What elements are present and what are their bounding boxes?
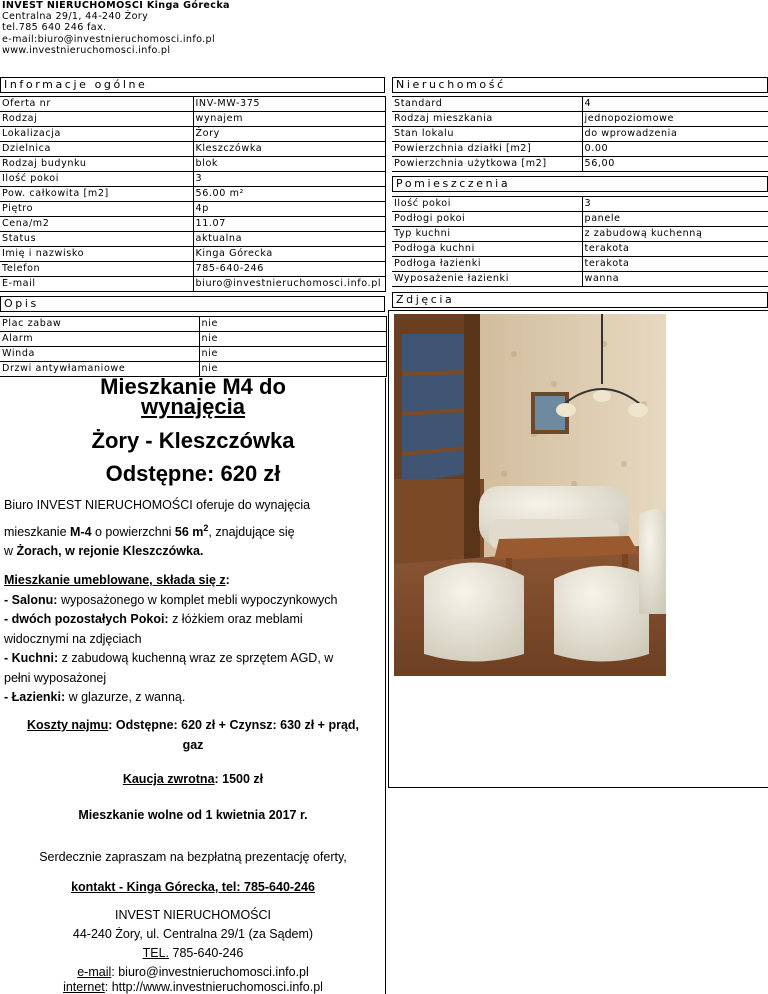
- agency-header: [2, 0, 230, 56]
- agency-phone: tel.785 640 246 fax.: [2, 22, 107, 34]
- footer-block: [0, 906, 386, 994]
- intro-text-a: mieszkanie: [4, 524, 70, 539]
- extras-value: nie: [199, 332, 386, 347]
- agency-address: Centralna 29/1, 44-240 Żory: [2, 11, 149, 23]
- footer-mail: : biuro@investnieruchomosci.info.pl: [111, 965, 309, 979]
- intro-line2: [4, 519, 380, 543]
- intro-line1: Biuro INVEST NIERUCHOMOŚCI oferuje do wynajęcia: [4, 498, 311, 512]
- general-info-label: Status: [0, 232, 193, 247]
- property-row: [392, 127, 768, 142]
- furnishing-paragraph: Mieszkanie umeblowane, składa się z: - Salonu: wyposażonego w komplet mebli wypoczynkowych - dwóch pozostałych Pokoi: z łóżkiem oraz meblami widocznymi na zdjęciach - Kuchni: z zabudową kuchenną wraz ze sprzętem AGD, w pełni wyposażonej - Łazienki: w glazurze, z wanną.: [4, 571, 380, 708]
- costs-paragraph: [0, 716, 386, 755]
- rooms-value: wanna: [582, 272, 768, 287]
- general-info-value: 4p: [193, 202, 385, 217]
- property-label: Standard: [392, 97, 582, 112]
- general-info-label: Pow. całkowita [m2]: [0, 187, 193, 202]
- rooms-label: - dwóch pozostałych Pokoi:: [4, 612, 169, 626]
- general-info-row: [0, 127, 385, 142]
- property-table: [392, 96, 768, 172]
- rooms-text-2: widocznymi na zdjęciach: [4, 631, 142, 646]
- footer-www: : http://www.investnieruchomosci.info.pl: [104, 980, 323, 994]
- contact-line: [0, 878, 386, 898]
- general-info-row: [0, 202, 385, 217]
- general-info-label: Telefon: [0, 262, 193, 277]
- bath-text: w glazurze, z wanną.: [65, 690, 186, 704]
- general-info-row: [0, 232, 385, 247]
- furnished-heading: Mieszkanie umeblowane, składa się z: [4, 573, 226, 587]
- deposit-line: [0, 770, 386, 790]
- general-info-row: [0, 187, 385, 202]
- deposit-label: Kaucja zwrotna: [122, 772, 215, 786]
- intro-line3: [4, 542, 380, 562]
- general-info-value: 11.07: [193, 217, 385, 232]
- section-title-rooms: Pomieszczenia: [392, 176, 768, 192]
- rooms-value: terakota: [582, 257, 768, 272]
- extras-value: nie: [199, 362, 386, 377]
- property-row: [392, 157, 768, 172]
- property-row: [392, 112, 768, 127]
- extras-label: Plac zabaw: [0, 317, 199, 332]
- general-info-row: [0, 112, 385, 127]
- rooms-label: Podłogi pokoi: [392, 212, 582, 227]
- property-value: 0.00: [582, 142, 768, 157]
- property-label: Stan lokalu: [392, 127, 582, 142]
- extras-row: [0, 332, 386, 347]
- salon-text: wyposażonego w komplet mebli wypoczynkowych: [57, 592, 338, 607]
- general-info-value: blok: [193, 157, 385, 172]
- section-title-photos: Zdjęcia: [392, 292, 768, 308]
- rooms-label: Wyposażenie łazienki: [392, 272, 582, 287]
- rooms-table: [392, 196, 768, 287]
- general-info-row: [0, 142, 385, 157]
- general-info-value: INV-MW-375: [193, 97, 385, 112]
- general-info-value: aktualna: [193, 232, 385, 247]
- footer-tel: 785-640-246: [169, 946, 244, 960]
- section-title-description: Opis: [0, 296, 385, 312]
- property-label: Powierzchnia użytkowa [m2]: [392, 157, 582, 172]
- footer-www-label: internet: [63, 980, 105, 994]
- general-info-row: [0, 217, 385, 232]
- rooms-label: Podłoga łazienki: [392, 257, 582, 272]
- extras-label: Alarm: [0, 332, 199, 347]
- general-info-row: [0, 247, 385, 262]
- listing-title-line2: wynajęcia: [141, 394, 245, 419]
- general-info-value: Kleszczówka: [193, 142, 385, 157]
- extras-row: [0, 347, 386, 362]
- kitchen-text-2: pełni wyposażonej: [4, 670, 107, 685]
- general-info-label: Dzielnica: [0, 142, 193, 157]
- extras-table: [0, 316, 387, 377]
- section-title-general: Informacje ogólne: [0, 77, 385, 93]
- general-info-label: Oferta nr: [0, 97, 193, 112]
- general-info-label: Cena/m2: [0, 217, 193, 232]
- kitchen-label: - Kuchni:: [4, 651, 59, 665]
- extras-row: [0, 317, 386, 332]
- listing-price: Odstępne: 620 zł: [105, 461, 281, 486]
- listing-location: Żory - Kleszczówka: [91, 428, 295, 453]
- general-info-label: Rodzaj: [0, 112, 193, 127]
- intro-location: Żorach, w rejonie Kleszczówka.: [16, 544, 204, 559]
- intro-type: M-4: [70, 524, 92, 539]
- listing-title-line1: Mieszkanie M4 do: [100, 374, 286, 399]
- costs-text: : Odstępne: 620 zł + Czynsz: 630 zł + prąd,: [108, 718, 360, 732]
- rooms-text: z łóżkiem oraz meblami: [168, 612, 303, 626]
- general-info-table: [0, 96, 386, 292]
- extras-label: Drzwi antywłamaniowe: [0, 362, 199, 377]
- general-info-label: Rodzaj budynku: [0, 157, 193, 172]
- property-value: 4: [582, 97, 768, 112]
- contact-text: kontakt - Kinga Górecka, tel: 785-640-246: [71, 880, 315, 894]
- intro-area: 56 m: [174, 524, 204, 539]
- agency-email: e-mail:biuro@investnieruchomosci.info.pl: [2, 33, 215, 45]
- general-info-value: 3: [193, 172, 385, 187]
- available-line: Mieszkanie wolne od 1 kwietnia 2017 r.: [78, 808, 308, 822]
- rooms-value: terakota: [582, 242, 768, 257]
- intro-text-3a: w: [4, 544, 17, 559]
- rooms-value: 3: [582, 197, 768, 212]
- agency-www: www.investnieruchomosci.info.pl: [2, 44, 171, 56]
- rooms-row: [392, 257, 768, 272]
- intro-paragraph: [4, 496, 380, 562]
- costs-text-2: gaz: [182, 737, 204, 752]
- general-info-value: 56.00 m²: [193, 187, 385, 202]
- rooms-row: [392, 212, 768, 227]
- general-info-value: biuro@investnieruchomosci.info.pl: [193, 277, 385, 292]
- rooms-label: Ilość pokoi: [392, 197, 582, 212]
- general-info-row: [0, 262, 385, 277]
- property-label: Rodzaj mieszkania: [392, 112, 582, 127]
- general-info-row: [0, 97, 385, 112]
- general-info-row: [0, 157, 385, 172]
- general-info-row: [0, 172, 385, 187]
- kitchen-text: z zabudową kuchenną wraz ze sprzętem AGD, w: [58, 651, 334, 665]
- footer-address: 44-240 Żory, ul. Centralna 29/1 (za Sądem): [72, 927, 314, 941]
- general-info-label: E-mail: [0, 277, 193, 292]
- general-info-label: Lokalizacja: [0, 127, 193, 142]
- general-info-row: [0, 277, 385, 292]
- intro-text-f: , znajdujące się: [208, 524, 295, 539]
- costs-label: Koszty najmu: [26, 718, 109, 732]
- rooms-value: z zabudową kuchenną: [582, 227, 768, 242]
- footer-tel-label: TEL.: [142, 946, 170, 960]
- general-info-value: Kinga Górecka: [193, 247, 385, 262]
- intro-area-sup: 2: [203, 522, 209, 533]
- extras-label: Winda: [0, 347, 199, 362]
- rooms-label: Typ kuchni: [392, 227, 582, 242]
- salon-label: - Salonu:: [4, 592, 58, 607]
- general-info-value: wynajem: [193, 112, 385, 127]
- description-panel: [0, 374, 386, 994]
- rooms-row: [392, 227, 768, 242]
- property-row: [392, 97, 768, 112]
- agency-name: INVEST NIERUCHOMOŚCI Kinga Górecka: [2, 0, 230, 11]
- rooms-row: [392, 197, 768, 212]
- intro-text-c: o powierzchni: [91, 524, 175, 539]
- invite-line: Serdecznie zapraszam na bezpłatną prezentację oferty,: [39, 850, 347, 864]
- general-info-label: Ilość pokoi: [0, 172, 193, 187]
- property-value: 56,00: [582, 157, 768, 172]
- extras-value: nie: [199, 317, 386, 332]
- section-title-property: Nieruchomość: [392, 77, 768, 93]
- general-info-value: Żory: [193, 127, 385, 142]
- property-value: jednopoziomowe: [582, 112, 768, 127]
- property-row: [392, 142, 768, 157]
- property-value: do wprowadzenia: [582, 127, 768, 142]
- listing-title-line2-wrap: [0, 396, 386, 418]
- rooms-label: Podłoga kuchni: [392, 242, 582, 257]
- general-info-value: 785-640-246: [193, 262, 385, 277]
- rooms-row: [392, 242, 768, 257]
- footer-company: INVEST NIERUCHOMOŚCI: [114, 908, 272, 922]
- general-info-label: Imię i nazwisko: [0, 247, 193, 262]
- rooms-value: panele: [582, 212, 768, 227]
- footer-mail-label: e-mail: [77, 965, 112, 979]
- living-room-photo[interactable]: [394, 314, 666, 676]
- general-info-label: Piętro: [0, 202, 193, 217]
- deposit-text: : 1500 zł: [214, 772, 264, 786]
- property-label: Powierzchnia działki [m2]: [392, 142, 582, 157]
- extras-value: nie: [199, 347, 386, 362]
- bath-label: - Łazienki:: [4, 690, 66, 704]
- rooms-row: [392, 272, 768, 287]
